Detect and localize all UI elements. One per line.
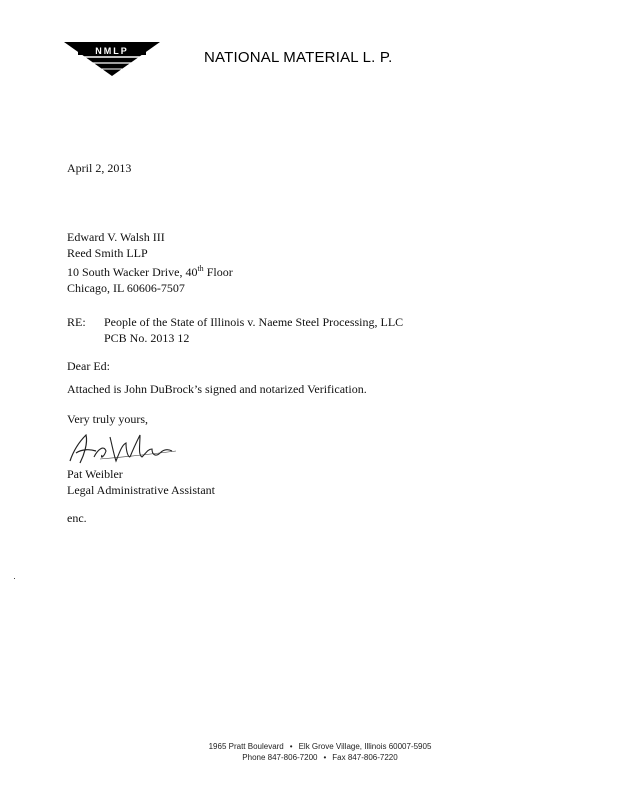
- enclosure-note: enc.: [67, 511, 87, 525]
- closing: Very truly yours,: [67, 412, 148, 426]
- floor-superscript: th: [197, 264, 204, 273]
- recipient-street: [67, 261, 233, 280]
- footer-separator: •: [289, 742, 293, 751]
- footer-city: Elk Grove Village, Illinois 60007-5905: [298, 742, 432, 751]
- footer-phone: Phone 847-806-7200: [242, 753, 318, 762]
- company-name: NATIONAL MATERIAL L. P.: [204, 49, 393, 66]
- footer-separator-2: •: [323, 753, 327, 762]
- letter-body: Attached is John DuBrock’s signed and notarized Verification.: [67, 382, 367, 396]
- letterhead-footer: [120, 741, 520, 763]
- handwritten-signature: [64, 427, 184, 467]
- subject-label: RE:: [67, 315, 86, 329]
- logo-text: NMLP: [95, 46, 129, 56]
- letter-date: April 2, 2013: [67, 161, 132, 175]
- floor-suffix: Floor: [203, 265, 233, 279]
- scan-speck: [14, 578, 15, 579]
- footer-contact-line: [120, 752, 520, 763]
- footer-fax: Fax 847-806-7220: [332, 753, 398, 762]
- subject-case-title: People of the State of Illinois v. Naeme Steel Processing, LLC: [104, 315, 404, 329]
- company-logo: [64, 40, 160, 78]
- footer-street: 1965 Pratt Boulevard: [208, 742, 284, 751]
- recipient-city: Chicago, IL 60606-7507: [67, 281, 185, 295]
- signer-name: Pat Weibler: [67, 467, 123, 481]
- recipient-address: [67, 229, 233, 296]
- recipient-firm: Reed Smith LLP: [67, 246, 148, 260]
- recipient-street-text: 10 South Wacker Drive, 40: [67, 265, 198, 279]
- signer-block: [67, 466, 215, 498]
- subject-block: [104, 314, 403, 346]
- signer-title: Legal Administrative Assistant: [67, 483, 215, 497]
- recipient-name: Edward V. Walsh III: [67, 230, 165, 244]
- salutation: Dear Ed:: [67, 359, 110, 373]
- subject-case-number: PCB No. 2013 12: [104, 331, 190, 345]
- footer-address-line: [120, 741, 520, 752]
